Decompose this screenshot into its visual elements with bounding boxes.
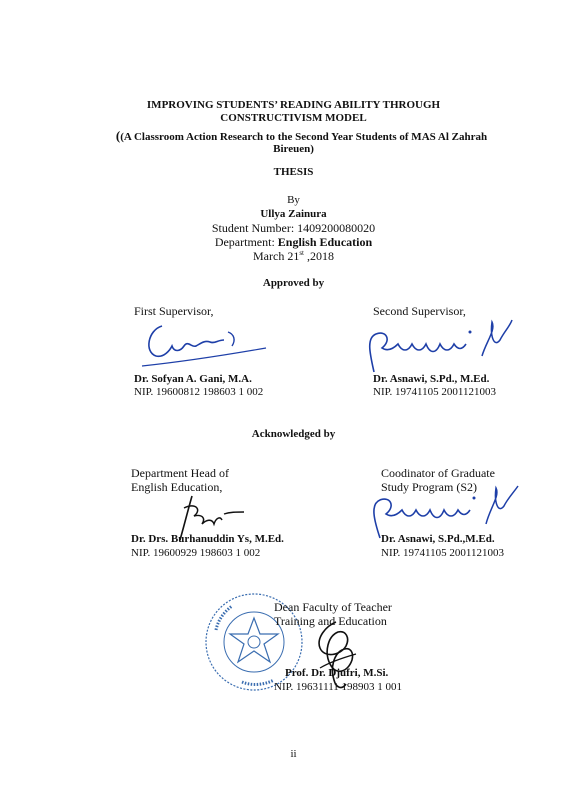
- page-number: ii: [290, 748, 297, 760]
- first-supervisor-name: Dr. Sofyan A. Gani, M.A.: [134, 373, 252, 385]
- second-supervisor-signature: [364, 318, 524, 374]
- first-supervisor-signature: [140, 318, 270, 370]
- thesis-subtitle-line-1: ((A Classroom Action Research to the Second Year Students of MAS Al Zahrah: [115, 128, 488, 143]
- first-supervisor-role: First Supervisor,: [134, 304, 214, 318]
- department-head-role-line-2: English Education,: [131, 480, 223, 494]
- department-label: Department:: [214, 235, 278, 249]
- thesis-subtitle-text: (A Classroom Action Research to the Second Year Students of MAS Al Zahrah: [120, 131, 488, 143]
- coordinator-role-line-1: Coodinator of Graduate: [381, 466, 495, 480]
- coordinator-name: Dr. Asnawi, S.Pd.,M.Ed.: [381, 533, 495, 545]
- by-label: By: [287, 194, 300, 206]
- thesis-subtitle-line-2: Bireuen): [273, 143, 314, 155]
- department-line: [0, 235, 587, 250]
- dean-name: Prof. Dr. Djufri, M.Si.: [285, 667, 389, 679]
- dean-role-line-2: Training and Education: [274, 614, 387, 628]
- date-line: [0, 249, 587, 264]
- second-supervisor-role: Second Supervisor,: [373, 304, 466, 318]
- thesis-title-line-1: IMPROVING STUDENTS’ READING ABILITY THROUGH: [146, 99, 441, 111]
- department-head-role-line-1: Department Head of: [131, 466, 229, 480]
- acknowledged-by-heading: Acknowledged by: [251, 428, 336, 440]
- author-name: Ullya Zainura: [260, 208, 327, 220]
- dean-nip: NIP. 19631111 198903 1 001: [274, 681, 403, 693]
- document-type: THESIS: [273, 166, 314, 178]
- department-value: English Education: [277, 235, 373, 249]
- student-number: Student Number: 1409200080020: [211, 221, 376, 235]
- second-supervisor-nip: NIP. 19741105 2001121003: [373, 386, 496, 398]
- approved-by-heading: Approved by: [262, 277, 325, 289]
- date-day: March 21: [253, 249, 300, 263]
- coordinator-signature: [368, 484, 528, 540]
- second-supervisor-name: Dr. Asnawi, S.Pd., M.Ed.: [373, 373, 490, 385]
- date-year: ,2018: [304, 249, 334, 263]
- coordinator-nip: NIP. 19741105 2001121003: [381, 547, 504, 559]
- dean-role-line-1: Dean Faculty of Teacher: [274, 600, 392, 614]
- thesis-title-line-2: CONSTRUCTIVISM MODEL: [220, 112, 367, 124]
- department-head-name: Dr. Drs. Burhanuddin Ys, M.Ed.: [131, 533, 284, 545]
- date-suffix: st: [299, 249, 304, 257]
- department-head-nip: NIP. 19600929 198603 1 002: [131, 547, 261, 559]
- coordinator-role-line-2: Study Program (S2): [381, 480, 477, 494]
- first-supervisor-nip: NIP. 19600812 198603 1 002: [134, 386, 264, 398]
